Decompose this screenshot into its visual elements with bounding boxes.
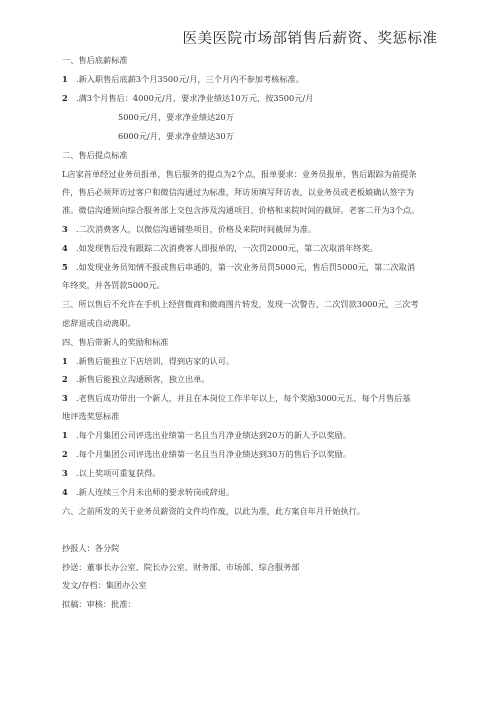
section-heading-mentoring: 四、售后带新人的奖励和标准: [62, 337, 169, 347]
list-item-text: .满3个月售后：4000元/月，要求净业绩达10万元，按3500元/月: [76, 93, 314, 103]
section-heading-commission: 二、售后提点标准: [62, 150, 128, 160]
footer-cc: 抄送：董事长办公室、院长办公室、财务部、市场部、综合服务部: [62, 562, 300, 572]
paragraph-line: L店家首单经过业务员报单，售后服务的提点为2个点，报单要求：业务员报单，售后跟踪为前提条: [62, 169, 417, 179]
list-item-text: .每个月集团公司评选出业绩第一名且当月净业绩达到20万的新人予以奖励。: [76, 430, 352, 440]
list-item: [62, 393, 442, 404]
footer-draft: 拟稿：审核：批准：: [62, 599, 136, 609]
list-item: [62, 243, 442, 254]
list-number: 1: [62, 356, 68, 366]
indented-line: 5000元/月，要求净业绩达20万: [118, 112, 234, 122]
list-item-text: .每个月集团公司评选出业绩第一名且当月净业绩达到30万的售后予以奖励。: [76, 449, 352, 459]
list-item: [62, 74, 442, 85]
list-item-text: .新售后能独立下店培训，得到店家的认可。: [76, 356, 235, 366]
list-number: 3: [62, 393, 68, 403]
document-title: 医美医院市场部销售后薪资、奖惩标准: [182, 31, 438, 47]
list-number: 3: [62, 224, 68, 234]
list-item-text: .新售后能独立沟通顾客，独立出单。: [76, 374, 210, 384]
list-item: [62, 374, 442, 385]
list-number: 4: [62, 487, 68, 497]
continuation-line: 地评选奖惩标准: [62, 411, 120, 421]
list-item-text: .如发现业务员知情不报或售后串通的，第一次业务员罚5000元，售后罚5000元，第二次取消: [76, 262, 416, 272]
footer-issue: 发文/存档：集团办公室: [62, 580, 147, 590]
list-number: 2: [62, 449, 68, 459]
list-item: [62, 262, 442, 273]
list-number: 1: [62, 430, 68, 440]
list-item-text: .如发现售后没有跟踪二次消费客人即报单的，一次罚2000元，第二次取消年终奖。: [76, 243, 378, 253]
list-item: [62, 93, 442, 104]
list-item-text: .新入职售后底薪3个月3500元/月，三个月内不参加考核标准。: [76, 74, 304, 84]
list-number: 3: [62, 468, 68, 478]
list-item-text: .老售后成功带出一个新人，并且在本岗位工作半年以上，每个奖励3000元五、每个月售后基: [76, 393, 411, 403]
list-item: [62, 224, 442, 235]
section-heading-base-salary: 一、售后底薪标准: [62, 55, 128, 65]
list-item: [62, 487, 442, 498]
closing-statement: 六、之前所发的关于业务员薪资的文件均作废，以此为准，此方案自年月开始执行。: [62, 506, 365, 516]
paragraph-line: 件，售后必须拜访过客户和微信沟通过为标准，拜访须填写拜访表，以业务员或老板娘确认签字为: [62, 187, 415, 197]
list-item-text: .二次消费客人，以微信沟通铺垫项目，价格及来院时间截屏为准。: [76, 224, 317, 234]
list-item-text: .以上奖项可重复获得。: [76, 468, 161, 478]
continuation-line: 年终奖，并各罚款5000元。: [62, 280, 165, 290]
footer-report-to: 抄报人：各分院: [62, 543, 120, 553]
indented-line: 6000元/月，要求净业绩达30万: [118, 131, 234, 141]
list-item: [62, 468, 442, 479]
list-number: 2: [62, 93, 68, 103]
list-number: 1: [62, 74, 68, 84]
list-item: [62, 430, 442, 441]
paragraph-line: 准。微信沟通须向综合服务部上交包含涉及沟通项目、价格和来院时间的截屏。老客二开为3个点。: [62, 205, 420, 215]
list-item-text: .新人连续三个月未出师的要求转岗或辞退。: [76, 487, 235, 497]
list-number: 4: [62, 243, 68, 253]
paragraph-line: 虑辞退或自动离职。: [62, 318, 136, 328]
list-number: 5: [62, 262, 68, 272]
paragraph-line: 三、所以售后不允许在手机上经营微商和微商图片转发，发现一次警告，二次罚款3000元，三次考: [62, 299, 419, 309]
list-item: [62, 449, 442, 460]
list-number: 2: [62, 374, 68, 384]
list-item: [62, 356, 442, 367]
